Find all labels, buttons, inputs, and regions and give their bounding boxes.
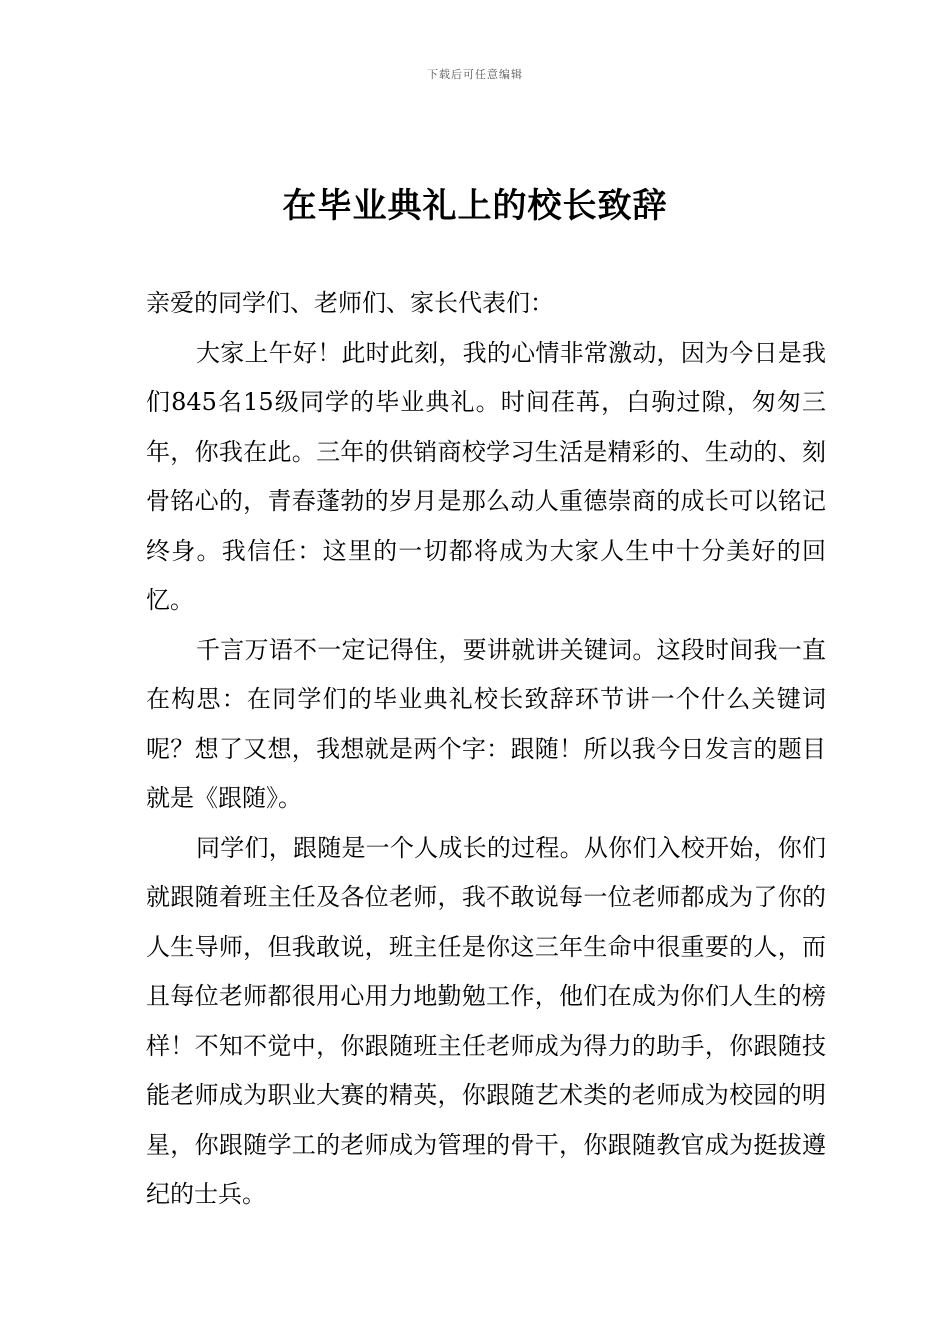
paragraph-2: 千言万语不一定记得住，要讲就讲关键词。这段时间我一直在构思：在同学们的毕业典礼校长致辞环节讲一个什么关键词呢？想了又想，我想就是两个字：跟随！所以我今日发言的题目就是《跟随》。	[146, 635, 826, 812]
document-body	[146, 279, 826, 1220]
paragraph-1: 大家上午好！此时此刻，我的心情非常激动，因为今日是我们845名15级同学的毕业典礼。时间荏苒，白驹过隙，匆匆三年，你我在此。三年的供销商校学习生活是精彩的、生动的、刻骨铭心的，青春蓬勃的岁月是那么动人重德崇商的成长可以铭记终身。我信任：这里的一切都将成为大家人生中十分美好的回忆。	[146, 338, 826, 614]
document-title: 在毕业典礼上的校长致辞	[282, 186, 668, 226]
paragraph-3: 同学们，跟随是一个人成长的过程。从你们入校开始，你们就跟随着班主任及各位老师，我不敢说每一位老师都成为了你的人生导师，但我敢说，班主任是你这三年生命中很重要的人，而且每位老师都很用心用力地勤勉工作，他们在成为你们人生的榜样！不知不觉中，你跟随班主任老师成为得力的助手，你跟随技能老师成为职业大赛的精英，你跟随艺术类的老师成为校园的明星，你跟随学工的老师成为管理的骨干，你跟随教官成为挺拔遵纪的士兵。	[146, 833, 826, 1208]
salutation: 亲爱的同学们、老师们、家长代表们：	[146, 289, 554, 317]
header-note: 下载后可任意编辑	[427, 68, 523, 81]
